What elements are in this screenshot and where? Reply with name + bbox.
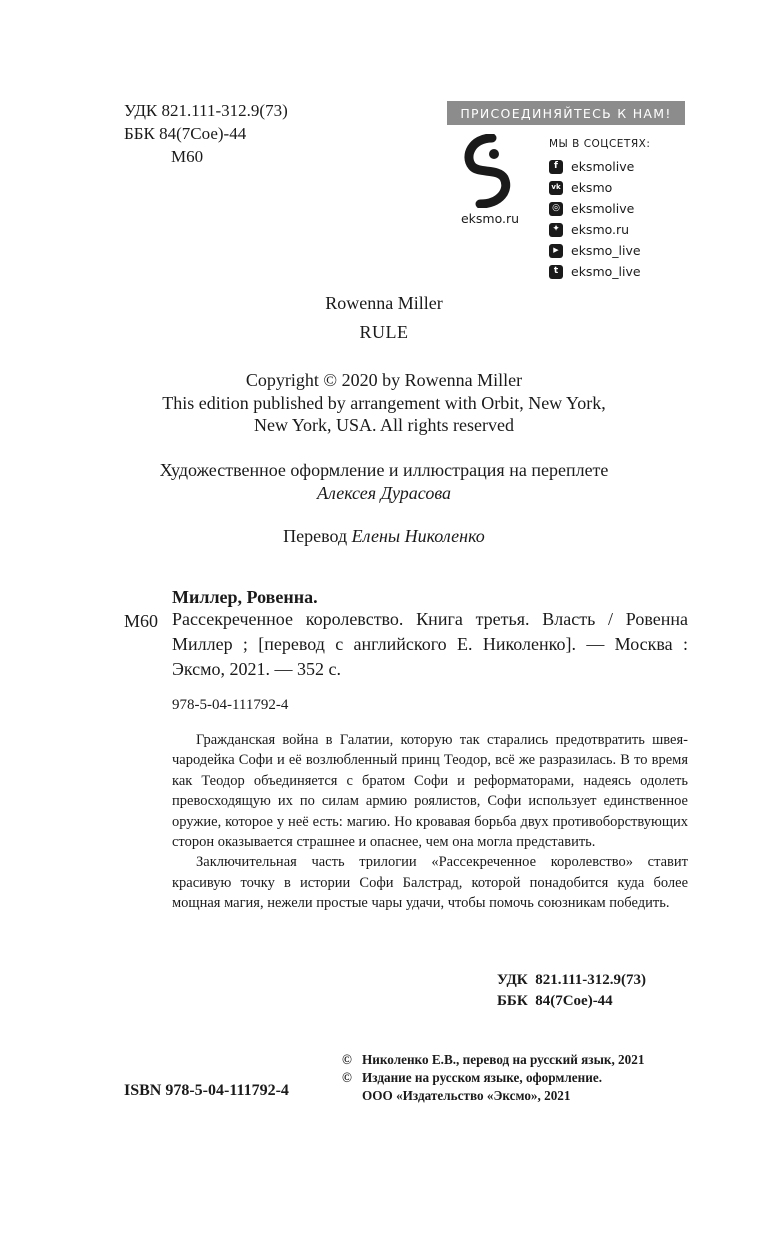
translator-name: Елены Николенко: [351, 526, 485, 546]
social-youtube[interactable]: [549, 240, 641, 261]
facebook-icon: f: [549, 160, 563, 174]
vk-icon: vk: [549, 181, 563, 195]
original-author: Rowenna Miller: [325, 293, 443, 313]
bib-code: М60: [124, 611, 159, 631]
youtube-icon: ▶: [549, 244, 563, 258]
social-handle: eksmolive: [571, 159, 635, 174]
udk-code: УДК 821.111-312.9(73): [497, 972, 647, 988]
annotation: [172, 730, 688, 914]
bbk-code: ББК 84(7Сое)-44: [497, 993, 613, 1009]
join-us-banner: ПРИСОЕДИНЯЙТЕСЬ К НАМ!: [447, 101, 685, 125]
translation-label: Перевод: [283, 526, 348, 546]
bib-description: Рассекреченное королевство. Книга третья. Власть / Ровенна Миллер ; [перевод с английского Е. Николенко]. — Москва : Эксмо, 2021. — 352 с.: [172, 609, 688, 679]
udk-code: УДК 821.111-312.9(73): [124, 101, 288, 120]
classification-codes: [497, 970, 646, 1012]
author-mark-code: М60: [171, 147, 204, 166]
edition-rights-holder: ООО «Издательство «Эксмо», 2021: [362, 1088, 571, 1103]
social-handle: eksmo_live: [571, 264, 641, 279]
social-vk[interactable]: [549, 177, 641, 198]
copyright-symbol: ©: [342, 1052, 352, 1067]
social-odnoklassniki[interactable]: [549, 219, 641, 240]
annotation-paragraph: Гражданская война в Галатии, которую так старались предотвратить швея-чародейка Софи и её возлюбленный принц Теодор, всё же разразилась. В то время как Теодор объединяется с братом Софи и реформаторами, надеясь одолеть превосходящую их по силам армию роялистов, Софи использует единственное оружие, которое у неё есть: магию. Но кровавая борьба двух противоборствующих сторон оказывается страшнее и опаснее, чем она могла представить.: [172, 732, 688, 851]
instagram-icon: ◎: [549, 202, 563, 216]
social-heading: МЫ В СОЦСЕТЯХ:: [549, 138, 651, 150]
copyright-symbol: ©: [342, 1070, 352, 1085]
social-handle: eksmolive: [571, 201, 635, 216]
rights-notice: [342, 1051, 644, 1105]
edition-rights: Издание на русском языке, оформление.: [362, 1070, 602, 1085]
isbn: ISBN 978-5-04-111792-4: [124, 1082, 289, 1099]
catalog-codes: [124, 99, 288, 168]
art-credit: [0, 459, 768, 504]
original-title: RULE: [359, 322, 409, 342]
twitter-icon: t: [549, 265, 563, 279]
odnoklassniki-icon: ✦: [549, 223, 563, 237]
translation-rights: Николенко Е.В., перевод на русский язык, 2021: [362, 1052, 645, 1067]
bbk-code: ББК 84(7Сое)-44: [124, 124, 247, 143]
art-credit-line: Художественное оформление и иллюстрация на переплете: [159, 460, 609, 480]
social-twitter[interactable]: [549, 261, 641, 282]
artist-name: Алексея Дурасова: [316, 482, 452, 503]
bib-author: Миллер, Ровенна.: [172, 587, 318, 607]
eksmo-logo-icon: [458, 134, 518, 208]
social-handle: eksmo.ru: [571, 222, 630, 237]
bib-isbn: 978-5-04-111792-4: [172, 697, 289, 713]
publisher-site[interactable]: eksmo.ru: [460, 211, 520, 226]
social-list: [549, 156, 641, 282]
copyright-notice: [0, 369, 768, 437]
annotation-paragraph: Заключительная часть трилогии «Рассекреченное королевство» ставит красивую точку в истории Софи Балстрад, которой понадобится куда более мощная магия, нежели простые чары удачи, чтобы помочь союзникам победить.: [172, 854, 688, 912]
social-facebook[interactable]: [549, 156, 641, 177]
social-instagram[interactable]: [549, 198, 641, 219]
copyright-line: This edition published by arrangement with Orbit, New York,: [162, 392, 606, 413]
social-handle: eksmo: [571, 180, 613, 195]
social-handle: eksmo_live: [571, 243, 641, 258]
copyright-line: New York, USA. All rights reserved: [254, 415, 514, 435]
copyright-line: Copyright © 2020 by Rowenna Miller: [245, 370, 523, 390]
translation-credit: [0, 526, 768, 547]
